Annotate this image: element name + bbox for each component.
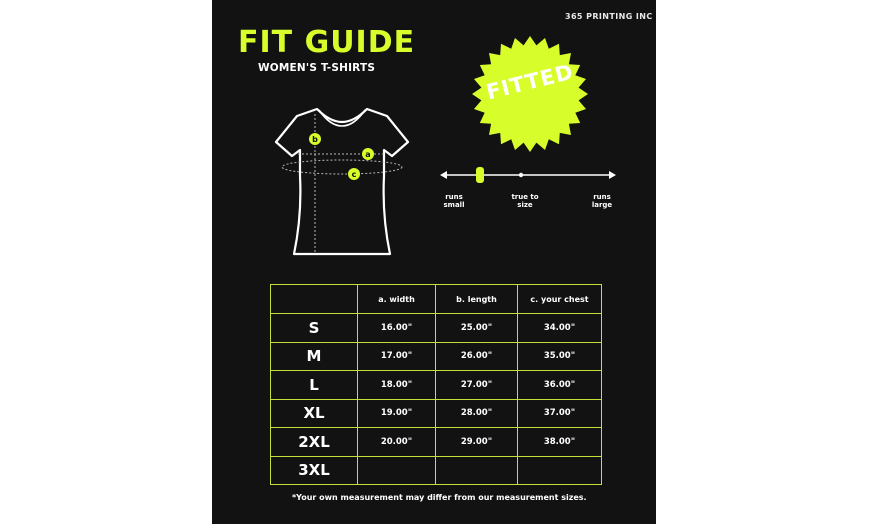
length-cell: 25.00" [436,314,518,343]
fit-label-large [582,194,622,209]
marker-c [348,168,360,180]
header-chest: c. your chest [518,285,602,314]
chest-cell: 36.00" [518,371,602,400]
chest-cell: 35.00" [518,342,602,371]
size-cell: 3XL [271,456,358,485]
tshirt-outline [276,109,408,254]
header-length: b. length [436,285,518,314]
chest-cell: 37.00" [518,399,602,428]
size-cell: L [271,371,358,400]
svg-text:b: b [312,135,318,144]
table-header-row [271,285,602,314]
footnote: *Your own measurement may differ from our measurement sizes. [292,493,587,502]
true-to-size-dot [519,173,523,177]
size-cell: S [271,314,358,343]
fit-label-true-line2: size [517,200,533,209]
table-row [271,456,602,485]
length-cell: 26.00" [436,342,518,371]
width-cell: 18.00" [358,371,436,400]
header-width: a. width [358,285,436,314]
tshirt-diagram [272,104,412,264]
length-cell: 29.00" [436,428,518,457]
table-row [271,371,602,400]
fit-guide-panel [212,0,656,524]
chest-cell: 34.00" [518,314,602,343]
size-chart-table [270,284,602,485]
width-cell: 20.00" [358,428,436,457]
fit-indicator [476,167,484,183]
svg-text:c: c [351,170,357,179]
page-subtitle: WOMEN'S T-SHIRTS [258,62,376,74]
table-row [271,342,602,371]
fit-label-small-line1: runs [445,193,463,201]
length-cell: 27.00" [436,371,518,400]
header-size [271,285,358,314]
svg-text:a: a [365,150,371,159]
page-title: FIT GUIDE [238,25,416,60]
size-cell: XL [271,399,358,428]
size-cell: M [271,342,358,371]
brand-name: 365 PRINTING INC [565,12,653,21]
marker-a [362,148,374,160]
fit-label-large-line1: runs [593,193,611,201]
chest-cell: 38.00" [518,428,602,457]
width-cell [358,456,436,485]
arrow-right-icon [609,171,616,179]
chest-cell [518,456,602,485]
fit-label-true [505,194,545,209]
size-cell: 2XL [271,428,358,457]
fit-label-large-line2: large [591,200,613,209]
table-row [271,314,602,343]
length-cell: 28.00" [436,399,518,428]
marker-b [309,133,321,145]
fit-label-small-line2: small [443,200,465,209]
table-row [271,399,602,428]
fit-label-small [434,194,474,209]
width-cell: 19.00" [358,399,436,428]
length-cell [436,456,518,485]
width-cell: 17.00" [358,342,436,371]
fit-label-true-line1: true to [511,193,539,201]
width-cell: 16.00" [358,314,436,343]
arrow-left-icon [440,171,447,179]
fit-scale [438,162,618,188]
fitted-badge-label: FITTED [483,59,577,105]
table-row [271,428,602,457]
